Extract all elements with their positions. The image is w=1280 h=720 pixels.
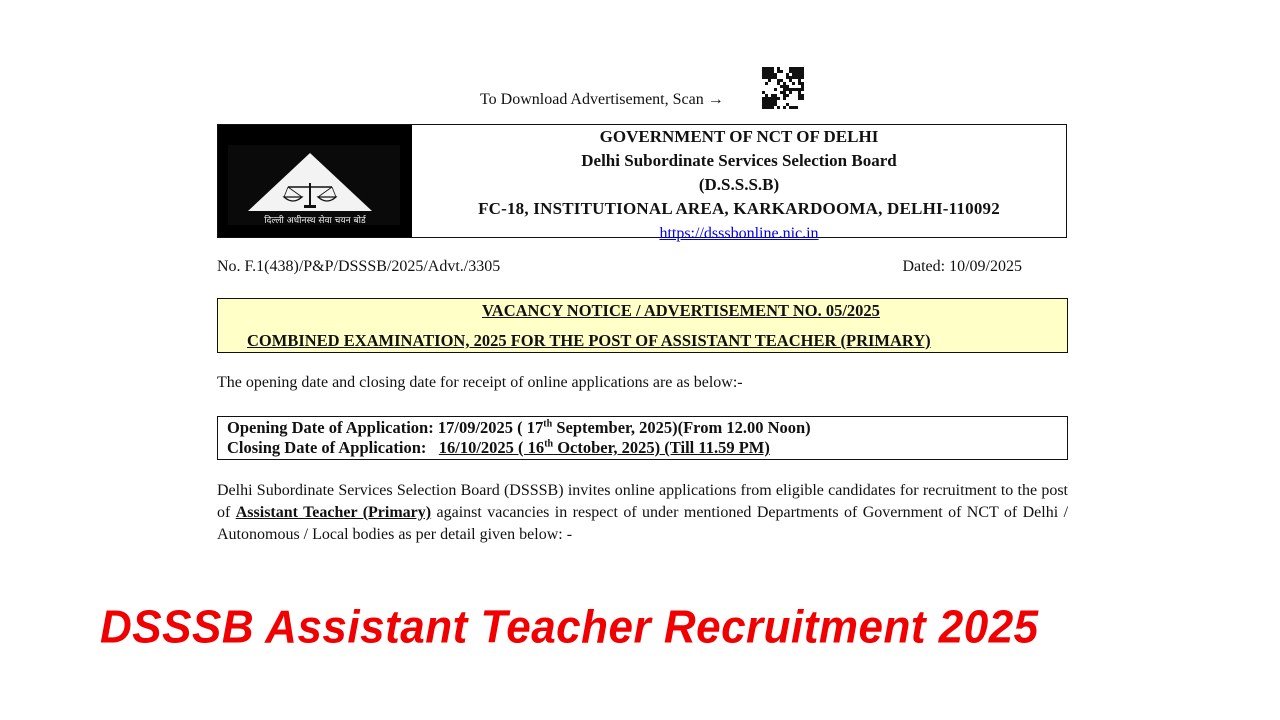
recruitment-banner-title: DSSSB Assistant Teacher Recruitment 2025 [100,601,1039,654]
logo-hindi-tagline: दिल्ली अधीनस्थ सेवा चयन बोर्ड [264,216,366,226]
notice-date: Dated: 10/09/2025 [902,258,1022,275]
opening-date-row [227,418,1067,438]
vacancy-notice-title: VACANCY NOTICE / ADVERTISEMENT NO. 05/2025 [482,301,880,320]
application-dates-box [217,416,1068,460]
vacancy-notice-subtitle: COMBINED EXAMINATION, 2025 FOR THE POST OF ASSISTANT TEACHER (PRIMARY) [247,331,931,350]
reference-number: No. F.1(438)/P&P/DSSSB/2025/Advt./3305 [217,258,501,275]
board-name: Delhi Subordinate Services Selection Board [581,151,897,170]
board-abbreviation: (D.S.S.S.B) [698,175,780,194]
dsssb-logo [218,125,412,237]
scales-of-justice-icon [280,181,340,209]
closing-date-value: 16/10/2025 ( 16th October, 2025) (Till 11.59 PM) [438,438,770,457]
opening-date-label: Opening Date of Application: [227,418,434,437]
website-link[interactable]: https://dsssbonline.nic.in [659,225,819,242]
letterhead [217,124,1067,242]
opening-date-value: 17/09/2025 ( 17th September, 2025)(From 12.00 Noon) [437,418,811,437]
closing-date-label: Closing Date of Application: [227,438,427,457]
qr-code-icon[interactable] [762,67,804,109]
board-address: FC-18, INSTITUTIONAL AREA, KARKARDOOMA, DELHI-110092 [478,199,1000,218]
closing-date-row [227,438,1067,458]
organization-details [412,125,1066,242]
dates-intro: The opening date and closing date for receipt of online applications are as below:- [217,374,743,391]
reference-row [217,258,1022,276]
post-name: Assistant Teacher (Primary) [235,504,432,521]
scan-instruction: To Download Advertisement, Scan → [480,91,724,108]
invitation-paragraph: Delhi Subordinate Services Selection Board (DSSSB) invites online applications from eligible candidates for recruitment to the post of Assistant Teacher (Primary) against vacancies in respect of under mentioned Departments of Government of NCT of Delhi / Autonomous / Local bodies as per detail given below: - [217,482,1069,543]
vacancy-notice-box [217,298,1068,353]
government-name: GOVERNMENT OF NCT OF DELHI [599,127,879,146]
